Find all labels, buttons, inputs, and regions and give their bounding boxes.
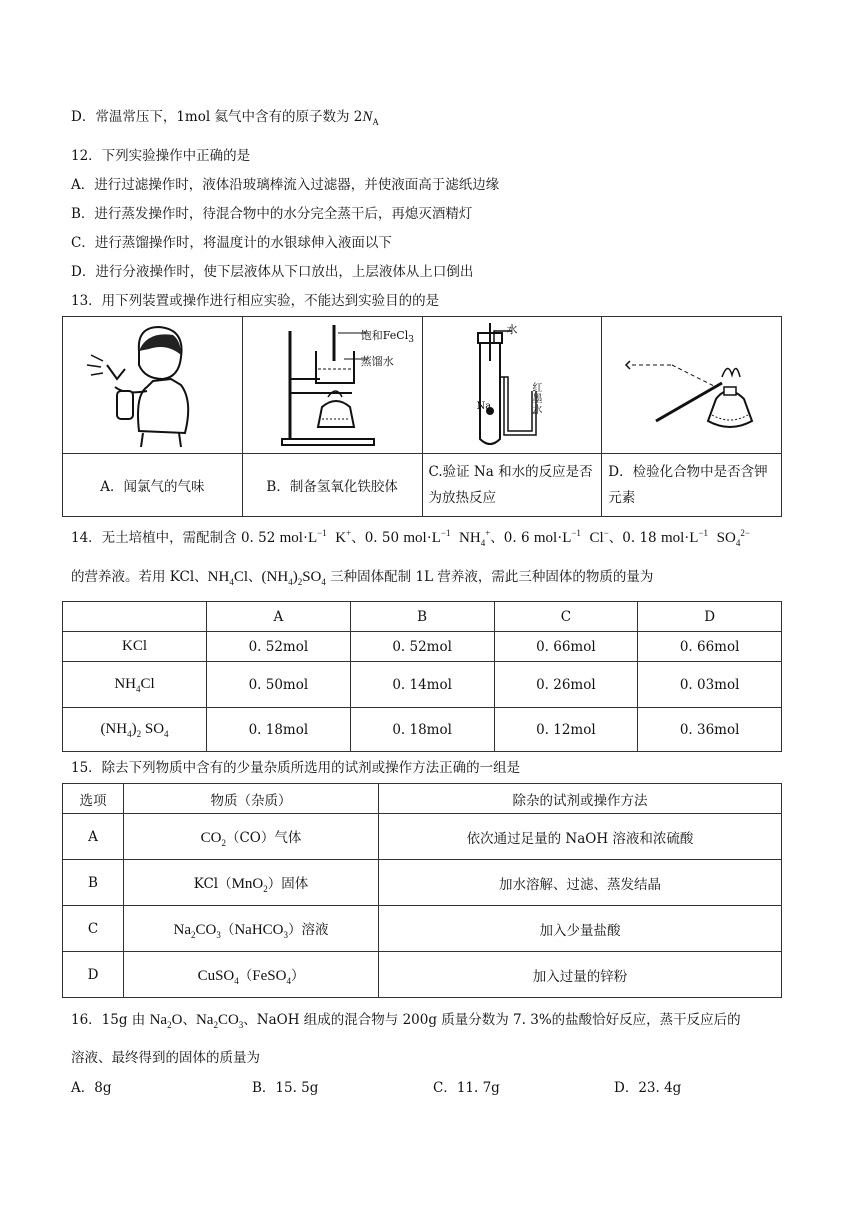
col-c: C — [494, 602, 638, 632]
person-smelling-image — [77, 321, 227, 449]
q16-stem-line1: 16．15g 由 $Na_2O$、$Na_2CO_3$、NaOH 组成的混合物与 200g 质量分数为 7. 3%的盐酸恰好反应，蒸干反应后的 — [71, 1012, 741, 1030]
flame-test-image — [612, 321, 772, 449]
table-row: $(NH_4)_2$ $SO_4$ 0. 18mol 0. 18mol 0. 12mol 0. 36mol — [63, 708, 782, 752]
figure-flame-test — [602, 317, 782, 454]
table-row: A $CO_2(CO)$气体 依次通过足量的 NaOH 溶液和浓硫酸 — [63, 814, 782, 860]
col-d: D — [638, 602, 782, 632]
caption-b: B．制备氢氧化铁胶体 — [242, 454, 422, 517]
caption-c: C.验证 Na 和水的反应是否为放热反应 — [422, 454, 602, 517]
q13-figure-table — [62, 316, 782, 517]
table-row: C $Na_2CO_3(NaHCO_3)$溶液 加入少量盐酸 — [63, 906, 782, 952]
q16-option-a: A．8g — [71, 1080, 112, 1096]
caption-d: D．检验化合物中是否含钾元素 — [602, 454, 782, 517]
u-tube-apparatus-image — [432, 321, 592, 449]
q12-option-d: D．进行分液操作时，使下层液体从下口放出，上层液体从上口倒出 — [71, 264, 474, 280]
figure-smell-chlorine — [63, 317, 243, 454]
table-row: $NH_4Cl$ 0. 50mol 0. 14mol 0. 26mol 0. 03mol — [63, 662, 782, 708]
q11-option-d: D．常温常压下，1mol 氦气中含有的原子数为 $2N_A$ — [71, 109, 379, 127]
q12-option-a: A．进行过滤操作时，液体沿玻璃棒流入过滤器，并使液面高于滤纸边缘 — [71, 177, 500, 193]
label-na: Na — [476, 401, 492, 412]
table-row: D CuSO$_4$（FeSO$_4$） 加入过量的锌粉 — [63, 952, 782, 998]
nh4-2so4-formula: $(NH_4)_2$ $SO_4$ — [63, 708, 207, 752]
figure-fe-oh3-colloid — [242, 317, 422, 454]
q14-stem-line2: 的营养液。若用 KCl、$NH_4Cl$、$(NH_4)_2SO_4$ 三种固体配制 1L 营养液，需此三种固体的物质的量为 — [71, 569, 654, 587]
q12-option-b: B．进行蒸发操作时，待混合物中的水分完全蒸干后，再熄灭酒精灯 — [71, 206, 473, 222]
figure-na-water — [422, 317, 602, 454]
q15-stem: 15．除去下列物质中含有的少量杂质所选用的试剂或操作方法正确的一组是 — [71, 760, 521, 776]
label-water: 水 — [506, 323, 518, 336]
nh4cl-formula: $NH_4Cl$ — [63, 662, 207, 708]
col-b: B — [350, 602, 494, 632]
avogadro-symbol: $N_A$ — [362, 109, 379, 127]
label-red-ink: 红 墨 水 — [532, 383, 543, 416]
q14-table — [62, 601, 782, 752]
table-row: KCl 0. 52mol 0. 52mol 0. 66mol 0. 66mol — [63, 632, 782, 662]
col-a: A — [207, 602, 351, 632]
label-saturated-fecl3: 饱和FeCl$_3$ — [360, 329, 414, 346]
q16-option-c: C．11. 7g — [433, 1080, 500, 1096]
q16-option-b: B．15. 5g — [252, 1080, 319, 1096]
label-distilled-water: 蒸馏水 — [360, 355, 394, 368]
q15-table: 选项 物质（杂质） 除杂的试剂或操作方法 A $CO_2(CO)$气体 依次通过足量的 NaOH 溶液和浓硫酸 B KCl（MnO$_2$）固体 加水溶解、过滤、蒸发结晶 C $Na_2CO_3(NaHCO_3)$溶液 加入少量盐酸 D CuSO$_4$（FeSO$_4$） 加入过量的锌粉 — [62, 783, 782, 998]
q13-stem: 13．用下列装置或操作进行相应实验，不能达到实验目的的是 — [71, 293, 440, 309]
q14-stem-line1: 14．无土培植中，需配制含 0. 52 $mol\cdot L^{-1}$ K+、0. 50 $mol\cdot L^{-1}$ $NH_4^+$、0. 6 $mol\cdot L^{-1}$ Cl−、0. 18 $mol\cdot L^{-1}$ $SO_4^{2-}$ — [71, 528, 750, 548]
q12-stem: 12．下列实验操作中正确的是 — [71, 148, 251, 164]
caption-a: A．闻氯气的气味 — [63, 454, 243, 517]
q16-option-d: D．23. 4g — [614, 1080, 682, 1096]
q16-stem-line2: 溶液、最终得到的固体的质量为 — [71, 1050, 260, 1066]
table-row: B KCl（MnO$_2$）固体 加水溶解、过滤、蒸发结晶 — [63, 860, 782, 906]
q12-option-c: C．进行蒸馏操作时，将温度计的水银球伸入液面以下 — [71, 235, 392, 251]
